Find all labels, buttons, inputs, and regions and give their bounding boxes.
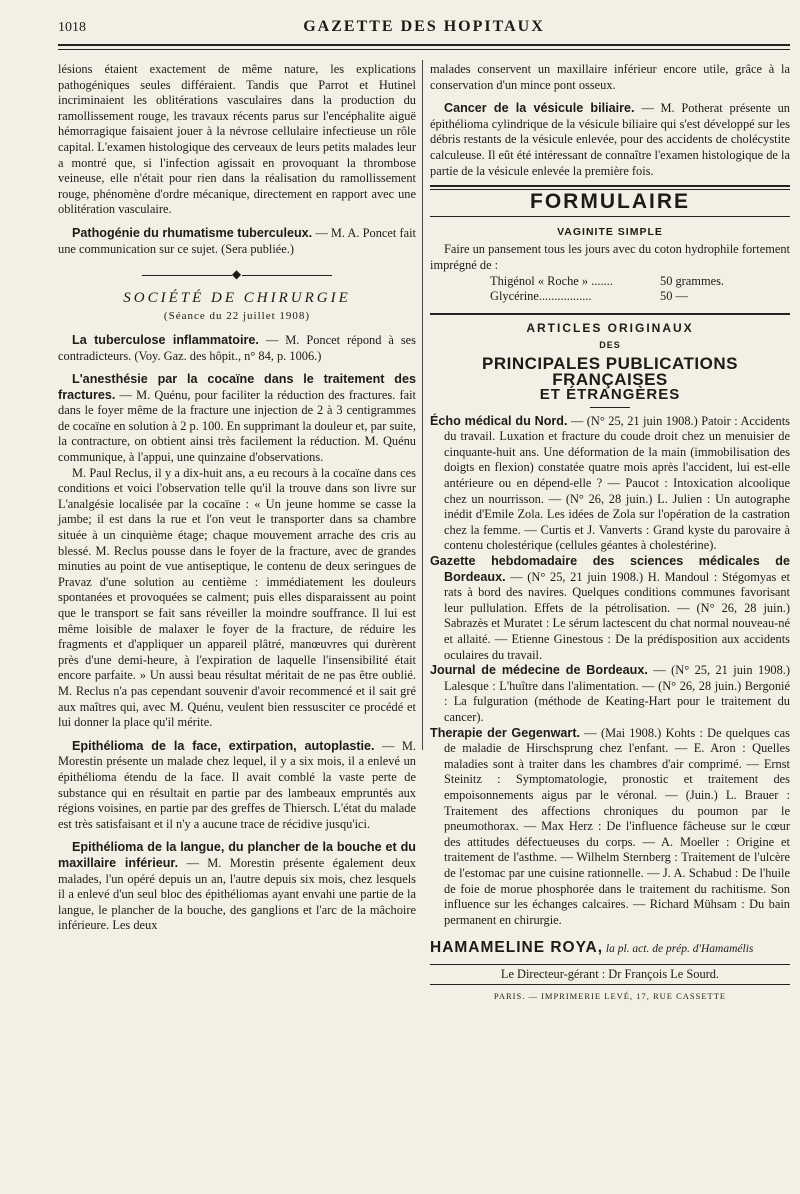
rubric-heading: L'anesthésie par la cocaïne dans le traitement des fractures. — [58, 372, 416, 402]
rubric-body: — M. Poncet répond à ses contradicteurs. (Voy. Gaz. des hôpit., n° 84, p. 1006.) — [58, 332, 416, 363]
recipe-amount: 50 grammes. — [660, 273, 725, 288]
recipe-row — [490, 274, 790, 290]
paragraph — [58, 372, 416, 466]
paragraph — [58, 333, 416, 364]
rubric-body: — M. Potherat présente un épithélioma cylindrique de la vésicule biliaire qui s'est développé sur les débris restants de la vésicule enlevée, pour des accidents de cholécystite calculeuse. Il eût été intéressant de connaître l'examen histologique de la partie de la vésicule enlevée la première fois. — [430, 101, 790, 178]
paragraph — [58, 226, 416, 257]
section-rule — [430, 185, 790, 187]
rubric-body: — M. Quénu, pour faciliter la réduction des fractures. fait dans le foyer même de la fracture une injection de 2 à 3 centigrammes de cocaïne en solution à 2 p. 100. En supprimant la douleur et, par suite, la contracture, on obtient ainsi très facilement la réduction. M. Quénu communique, à l'appui, une quinzaine d'observations. — [58, 387, 416, 465]
page-header — [58, 18, 790, 44]
ad-brand: HAMAMELINE ROYA, — [430, 939, 604, 957]
rubric-heading: La tuberculose inflammatoire. — [72, 332, 259, 347]
paragraph: M. Paul Reclus, il y a dix-huit ans, a eu recours à la cocaïne dans ces conditions et voici l'observation telle qu'il la trouve dans son livre sur L'analgésie localisée par la cocaïne : « Un jeune homme se casse la jambe; il est dans la rue et l'on veut le transporter dans sa chambre située à un cinquième étage; chaque mouvement arrache des cris au blessé. M. Reclus pousse dans le foyer de la fracture, avec de grandes minuties au point de vue antiseptique, le contenu de deux seringues de Pravaz d'une solution au centième : immédiatement les douleurs spontanées et provoquées se calment; puis elles disparaissent au point que le transport se fait sans réveiller la moindre souffrance. Il lui est même loisible de malaxer le foyer de la fracture, de réduire les fragments et d'appliquer un appareil plâtré, manœuvres qui durèrent près d'une demi-heure, à l'expiration de laquelle l'insensibilité était encore parfaite. » Un aussi beau résultat méritait de ne pas être oublié. M. Reclus n'a pas cependant souvenir d'avoir recommencé et il sait gré aux maîtres qui, avec M. Quénu, veulent bien ressusciter ce procédé et lui donner la place qu'il mérite. — [58, 465, 416, 730]
recipe-title: VAGINITE SIMPLE — [557, 225, 663, 238]
rubric-heading: Journal de médecine de Bordeaux. — [430, 663, 648, 678]
header-rule — [58, 44, 790, 46]
advertisement — [430, 940, 790, 958]
rubric-body: — (N° 25, 21 juin 1908.) H. Mandoul : Stégomyas et rats à bord des navires. Quelques conditions communes favorisant leur pullulation. Effets de la pétrolisation. — (N° 26, 28 juin.) Sabrazès et Muratet : Le sérum lactescent du chat normal nouveau-né et allaité. — Etienne Ginestous : De la prédisposition aux accidents oculaires du travail. — [444, 569, 790, 662]
rubric-heading: Epithélioma de la langue, du plancher de la bouche et du maxillaire inférieur. — [58, 840, 416, 870]
section-subtitle: (Séance du 22 juillet 1908) — [163, 310, 311, 323]
section-rule-thin — [430, 216, 790, 217]
section-title-main: PRINCIPALES PUBLICATIONS FRANÇAISES — [482, 353, 738, 389]
review-entry — [430, 726, 790, 929]
paragraph: Faire un pansement tous les jours avec du coton hydrophile fortement imprégné de : — [430, 242, 790, 272]
rubric-heading: Écho médical du Nord. — [430, 413, 568, 428]
column-separator — [422, 60, 423, 750]
section-title-sub: ET ÉTRANGÈRES — [539, 386, 681, 404]
paragraph — [430, 101, 790, 179]
recipe-table — [490, 274, 790, 305]
director-line: Le Directeur-gérant : Dr François Le Sourd. — [430, 964, 790, 986]
ornament-divider: ◆ — [58, 267, 416, 283]
rubric-body: — (Mai 1908.) Kohts : De quelques cas de maladie de Hirschsprung chez l'enfant. — E. Aron : Quelles maladies sont à traiter dans les chambres d'air comprimé. — Ernst Steinitz : Symptomatologie, pronostic et traitement des empoisonnements aigus par le véronal. — (Juin.) L. Brauer : Traitement des affections chroniques du poumon par le pneumothorax. — Max Herz : De l'influence fâcheuse sur le cœur des attitudes défectueuses du corps. — A. Moeller : Origine et traitement de l'asthme. — Wilhelm Sternberg : Traitement de l'ulcère de l'estomac par une cuisine rationnelle. — J. A. Schabud : De l'huile de foie de morue phosphorée dans le traitement du rachitisme. Son influence sur les échanges calcaires. — Richard Mühsam : Du bain permanent en chirurgie. — [444, 725, 790, 927]
rubric-heading: Gazette hebdomadaire des sciences médicales de Bordeaux. — [430, 554, 790, 584]
journal-title: GAZETTE DES HOPITAUX — [303, 18, 545, 35]
printer-line: PARIS. — IMPRIMERIE LEVÉ, 17, RUE CASSETTE — [493, 991, 727, 1002]
recipe-amount: 50 — — [660, 289, 688, 304]
paragraph: malades conservent un maxillaire inférieur encore utile, grâce à la conservation d'un mince pont osseux. — [430, 62, 790, 92]
rubric-heading: Pathogénie du rhumatisme tuberculeux. — [72, 225, 313, 240]
rubric-heading: Epithélioma de la face, extirpation, autoplastie. — [72, 738, 375, 753]
rubric-heading: Cancer de la vésicule biliaire. — [444, 101, 635, 116]
right-column — [430, 62, 790, 1005]
review-entry — [430, 414, 790, 554]
section-title: FORMULAIRE — [530, 190, 690, 214]
page-number: 1018 — [58, 20, 86, 35]
rubric-body: — M. Morestin présente un malade chez lequel, il y a six mois, il a enlevé un épithélioma étendu de la face. Il avait comblé la vaste perte de substance qui en résultait en partie par des lambeaux empruntés aux régions voisines, en partie par des greffes de Thiersch. L'état du malade est très satisfaisant et il n'y a aucune trace de récidive jusqu'ici. — [58, 738, 416, 831]
recipe-ingredient: Thigénol « Roche » ....... — [490, 273, 613, 288]
paragraph — [58, 840, 416, 934]
section-rule — [430, 313, 790, 315]
recipe-row — [490, 289, 790, 305]
rubric-body: — (N° 25, 21 juin 1908.) Patoir : Accidents du travail. Luxation et fracture du coude droit chez un menuisier de cinquante-huit ans. Une déformation de la main (immobilisation des doigts en flexion) constatée quatre mois après l'accident, lui est-elle antérieure ou en dépend-elle ? — Paucot : Intoxication alcoolique chez un nourrisson. — (N° 26, 28 juin.) L. Julien : Un autographe inédit d'Emile Zola. Les idées de Zola sur l'opération de la castration chez la femme. — Curtis et J. Vanverts : Grand kyste du parovaire à contenu cholestérique (cellules géantes à cholestérine). — [444, 413, 790, 553]
paragraph: lésions étaient exactement de même nature, les explications pathogéniques seules différaient. Tandis que Parrot et Hutinel incriminaient les oblitérations vasculaires dans la production du ramollissement rouge, les travaux récents parus sur l'encéphalite aiguë hémorragique faisaient jouer à la névrose cellulaire infectieuse un rôle capital. L'examen histologique des cerveaux de leurs petits malades leur a montré que, si l'infection agissait en provoquant la thrombose veineuse, elle n'était pour rien dans la réalisation du ramollissement rouge, phénomène d'ordre mécanique, directement en rapport avec une oblitération vasculaire. — [58, 62, 416, 217]
short-divider — [590, 407, 630, 408]
review-entry — [430, 554, 790, 663]
left-column — [58, 62, 416, 934]
rubric-body: — (N° 25, 21 juin 1908.) Lalesque : L'huître dans l'alimentation. — (N° 26, 28 juin.) Bergonié : La fulguration (méthode de Keating-Hart pour le traitement du cancer). — [444, 663, 790, 724]
paragraph — [58, 739, 416, 833]
rubric-heading: Therapie der Gegenwart. — [430, 725, 581, 740]
section-title: SOCIÉTÉ DE CHIRURGIE — [123, 289, 351, 306]
section-title-des: DES — [599, 340, 621, 351]
ad-subtitle: la pl. act. de prép. d'Hamamélis — [603, 943, 754, 956]
rubric-body: — M. A. Poncet fait une communication sur ce sujet. (Sera publiée.) — [58, 225, 416, 256]
rubric-body: — M. Morestin présente également deux malades, l'un opéré depuis un an, l'autre depuis six mois, chez lesquels il a enlevé d'un seul bloc des épithéliomas ayant envahi une partie de la langue, le plancher de la bouche, des ganglions et l'arc de la mâchoire inférieure. Les deux — [58, 855, 416, 933]
header-rule-thin — [58, 49, 790, 50]
recipe-ingredient: Glycérine................. — [490, 289, 592, 304]
section-title: ARTICLES ORIGINAUX — [526, 320, 694, 335]
review-entry — [430, 663, 790, 725]
